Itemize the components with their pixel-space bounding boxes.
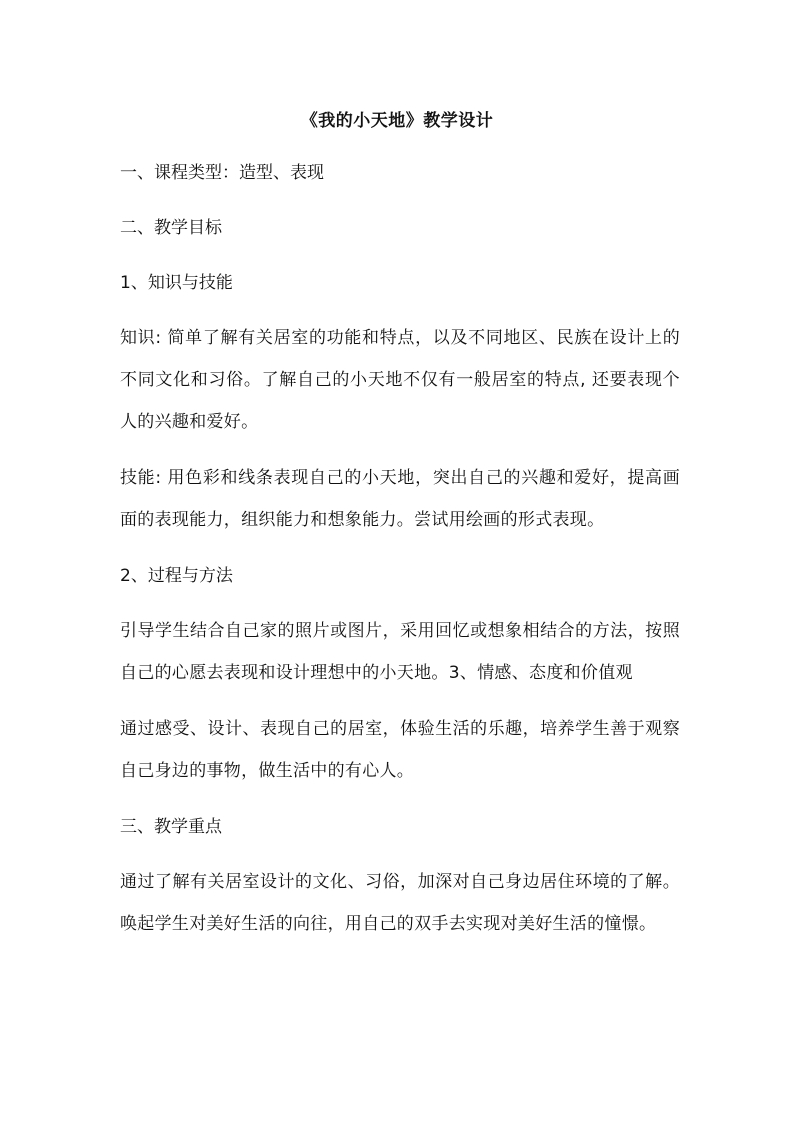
skills-paragraph: 技能: 用色彩和线条表现自己的小天地，突出自己的兴趣和爱好，提高画面的表现能力，组织能力和想象能力。尝试用绘画的形式表现。 — [120, 468, 680, 530]
process-method-paragraph: 引导学生结合自己家的照片或图片，采用回忆或想象相结合的方法，按照自己的心愿去表现和设计理想中的小天地。3、情感、态度和价值观 — [120, 621, 680, 683]
teaching-focus-paragraph: 通过了解有关居室设计的文化、习俗，加深对自己身边居住环境的了解。唤起学生对美好生活的向往，用自己的双手去实现对美好生活的憧憬。 — [120, 872, 680, 934]
document-body — [120, 158, 680, 945]
knowledge-skills-heading: 1、知识与技能 — [120, 273, 233, 293]
course-type-heading: 一、课程类型：造型、表现 — [120, 163, 324, 183]
teaching-goals-heading: 二、教学目标 — [120, 218, 222, 238]
emotion-paragraph: 通过感受、设计、表现自己的居室，体验生活的乐趣，培养学生善于观察自己身边的事物，做生活中的有心人。 — [120, 719, 680, 781]
knowledge-paragraph: 知识: 简单了解有关居室的功能和特点，以及不同地区、民族在设计上的不同文化和习俗。了解自己的小天地不仅有一般居室的特点, 还要表现个人的兴趣和爱好。 — [120, 328, 680, 432]
teaching-focus-heading: 三、教学重点 — [120, 817, 222, 837]
document-title: 《我的小天地》教学设计 — [300, 111, 494, 131]
process-method-heading: 2、过程与方法 — [120, 566, 233, 586]
